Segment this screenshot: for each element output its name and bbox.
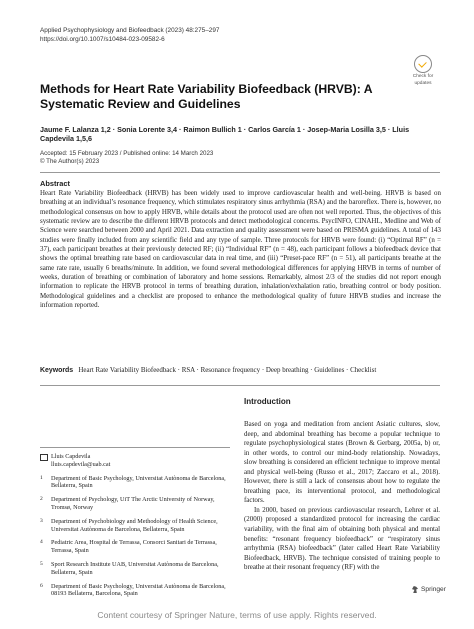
correspondence-row [40,453,230,469]
intro-paragraph-1: Based on yoga and meditation from ancient Asiatic cultures, slow, deep, and abdominal breathing has become a popular technique to regulate psychophysiological states (Brown & Gerbarg, 2005a, b) or, in other words, to control our mind-body relationship. Nowadays, slow breathing is considered an efficient technique to improve mental and physical well-being (Russo et al., 2017; Zaccaro et al., 2018). However, there is still a lack of consensus about how to regulate the breathing pace, its interventional protocol, and methodological factors. [244,420,440,505]
affiliation-number: 4 [40,539,43,546]
affiliation-item [40,561,230,577]
keywords [40,366,440,375]
copyright-line: © The Author(s) 2023 [40,158,100,165]
check-updates-icon [414,55,432,73]
springer-horse-icon [412,586,418,593]
affiliation-number: 5 [40,560,43,567]
affiliation-text: Department of Basic Psychology, Universitat Autònoma de Barcelona, 08193 Bellaterra, Barcelona, Spain [51,582,226,598]
badge-label-1: Check for [412,74,434,79]
affiliation-text: Sport Research Institute UAB, Universitat Autònoma de Barcelona, Bellaterra, Spain [51,560,219,576]
introduction-heading: Introduction [244,397,291,406]
divider [40,447,230,448]
divider [40,385,440,386]
publication-dates [40,150,213,166]
content-courtesy-footer: Content courtesy of Springer Nature, terms of use apply. Rights reserved. [97,610,377,620]
affiliation-item [40,475,230,491]
affiliation-number: 3 [40,517,43,524]
affiliation-number: 2 [40,496,43,503]
affiliation-item [40,583,230,599]
publisher-name: Springer [421,586,446,593]
keywords-text: Heart Rate Variability Biofeedback · RSA · Resonance frequency · Deep breathing · Guidelines · Checklist [78,366,377,374]
dates-line: Accepted: 15 February 2023 / Published online: 14 March 2023 [40,150,214,157]
abstract-body: Heart Rate Variability Biofeedback (HRVB) has been widely used to improve cardiovascular health and well-being. HRVB is based on breathing at an individual’s resonance frequency, which stimulates respiratory sinus arrhythmia (RSA) and the baroreflex. There is, however, no methodological consensus on how to apply HRVB, while details about the protocol used are often not well reported. Thus, the objectives of this systematic review are to describe the different HRVB protocols and detect methodological concerns. PsycINFO, CINAHL, Medline and Web of Science were searched between 2000 and April 2021. Data extraction and quality assessment were based on PRISMA guidelines. A total of 143 studies were finally included from any scientific field and any type of sample. Three protocols for HRVB were found: (i) “Optimal RF” (n = 37), each participant breathes at their previously detected RF; (ii) “Individual RF” (n = 48), each participant follows a biofeedback device that shows the optimal breathing rate based on cardiovascular data in real time, and (iii) “Preset-pace RF” (n = 51), all participants breathe at the same rate rate, usually 6 breaths/minute. In addition, we found several methodological differences for applying HRVB in terms of number of weeks, duration of breathing or combination of laboratory and home sessions. Remarkably, almost 2/3 of the studies did not report enough information to replicate the HRVB protocol in terms of breathing duration, inhalation/exhalation ratio, breathing control or body position. Methodological guidelines and a checklist are proposed to enhance the methodological quality of future HRVB studies and increase the information reported. [40,189,441,310]
affiliation-text: Department of Psychobiology and Methodology of Health Science, Universitat Autònoma de Barcelona, Bellaterra, Spain [51,517,218,533]
affiliation-text: Pediatric Area, Hospital de Terrassa, Consorci Sanitari de Terrassa, Terrassa, Spain [51,539,217,555]
intro-paragraph-2: In 2000, based on previous cardiovascular research, Lehrer et al. (2000) proposed a standardized protocol for increasing the cardiac variability, with the final aim of obtaining both physical and mental benefits: “resonant frequency biofeedback” or “respiratory sinus arrhythmia (RSA) biofeedback” (later called Heart Rate Variability Biofeedback, HRVB). The technique consisted of training people to breathe at their resonant frequency (RF) with the [244,505,440,572]
affiliation-number: 1 [40,474,43,481]
affiliation-item [40,539,230,555]
publisher-logo [412,586,446,593]
divider [40,172,440,173]
correspondence-name: Lluis Capdevila [51,453,91,460]
journal-citation: Applied Psychophysiology and Biofeedback (2023) 48:275–297 [40,27,220,34]
envelope-icon [40,454,48,461]
doi-link[interactable]: https://doi.org/10.1007/s10484-023-09582-6 [40,35,165,43]
check-for-updates-badge[interactable] [408,55,438,86]
affiliation-number: 6 [40,582,43,589]
paper-title: Methods for Heart Rate Variability Biofeedback (HRVB): A Systematic Review and Guidelines [40,82,373,111]
correspondence-block [40,453,230,604]
affiliation-item [40,518,230,534]
affiliation-text: Department of Psychology, UiT The Arctic University of Norway, Tromsø, Norway [51,496,215,511]
badge-label-2: updates [414,80,432,86]
keywords-label: Keywords [40,367,74,374]
correspondence-email[interactable]: lluis.capdevila@uab.cat [51,460,111,468]
journal-header [40,27,219,44]
affiliation-item [40,496,230,512]
abstract-heading: Abstract [40,179,70,188]
affiliation-text: Department of Basic Psychology, Universitat Autònoma de Barcelona, Bellaterra, Spain [51,474,226,490]
author-list: Jaume F. Lalanza 1,2 · Sonia Lorente 3,4 · Raimon Bullich 1 · Carlos García 1 · Josep-Maria Losilla 3,5 · Lluis Capdevila 1,5,6 [40,125,410,143]
introduction-body [244,420,440,573]
